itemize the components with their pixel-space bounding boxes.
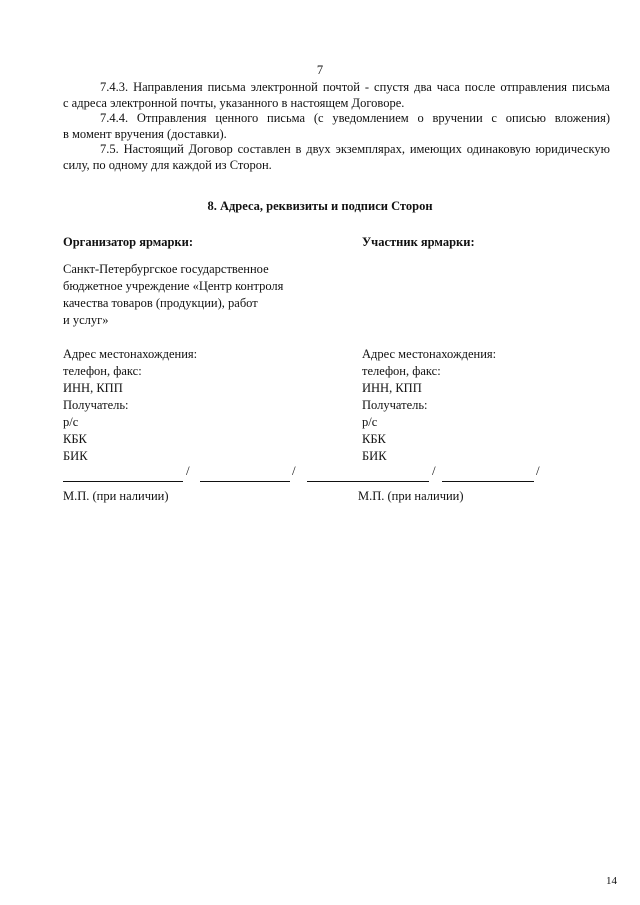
organizer-heading: Организатор ярмарки: bbox=[63, 235, 193, 249]
participant-details bbox=[362, 346, 496, 465]
participant-address-label: Адрес местонахождения: bbox=[362, 347, 497, 361]
participant-bik-label: БИК bbox=[362, 449, 387, 463]
organizer-signature-line bbox=[63, 481, 183, 482]
participant-kbk-label: КБК bbox=[362, 432, 386, 446]
page-number-top: 7 bbox=[316, 63, 324, 77]
paragraph-7-5-line-2: силу, по одному для каждой из Сторон. bbox=[63, 158, 272, 172]
organizer-kbk-label: КБК bbox=[63, 432, 87, 446]
organizer-bik-label: БИК bbox=[63, 449, 88, 463]
organizer-account-label: р/с bbox=[63, 415, 79, 429]
organizer-name-line: качества товаров (продукции), работ bbox=[63, 296, 258, 310]
organizer-name bbox=[63, 261, 283, 329]
organizer-name-line-blank bbox=[200, 481, 290, 482]
paragraph-7-4-4-line-2: в момент вручения (доставки). bbox=[63, 127, 227, 141]
participant-heading: Участник ярмарки: bbox=[362, 235, 475, 249]
participant-phone-label: телефон, факс: bbox=[362, 364, 441, 378]
organizer-phone-label: телефон, факс: bbox=[63, 364, 142, 378]
participant-name-line-blank bbox=[442, 481, 534, 482]
organizer-name-line: Санкт-Петербургское государственное bbox=[63, 262, 269, 276]
participant-stamp-label: М.П. (при наличии) bbox=[358, 489, 464, 503]
organizer-inn-label: ИНН, КПП bbox=[63, 381, 123, 395]
participant-signature-separator: / bbox=[432, 463, 436, 478]
paragraph-7-4-4-line-1: 7.4.4. Отправления ценного письма (с уведомлением о вручении с описью вложения) bbox=[100, 111, 610, 125]
organizer-stamp-label: М.П. (при наличии) bbox=[63, 489, 169, 503]
organizer-name-separator: / bbox=[292, 463, 296, 478]
paragraph-7-4-3-line-2: с адреса электронной почты, указанного в настоящем Договоре. bbox=[63, 96, 405, 110]
participant-name-separator: / bbox=[536, 463, 540, 478]
participant-signature-line bbox=[307, 481, 429, 482]
participant-account-label: р/с bbox=[362, 415, 378, 429]
organizer-details bbox=[63, 346, 197, 465]
paragraph-7-4-3-line-1: 7.4.3. Направления письма электронной почтой - спустя два часа после отправления письма bbox=[100, 80, 610, 94]
page-number-bottom: 14 bbox=[606, 875, 617, 887]
participant-inn-label: ИНН, КПП bbox=[362, 381, 422, 395]
participant-recipient-label: Получатель: bbox=[362, 398, 428, 412]
organizer-name-line: и услуг» bbox=[63, 313, 109, 327]
organizer-address-label: Адрес местонахождения: bbox=[63, 347, 198, 361]
paragraph-7-5-line-1: 7.5. Настоящий Договор составлен в двух экземплярах, имеющих одинаковую юридическую bbox=[100, 142, 610, 156]
organizer-signature-separator: / bbox=[186, 463, 190, 478]
section-title: 8. Адреса, реквизиты и подписи Сторон bbox=[207, 199, 433, 213]
organizer-name-line: бюджетное учреждение «Центр контроля bbox=[63, 279, 284, 293]
organizer-recipient-label: Получатель: bbox=[63, 398, 129, 412]
